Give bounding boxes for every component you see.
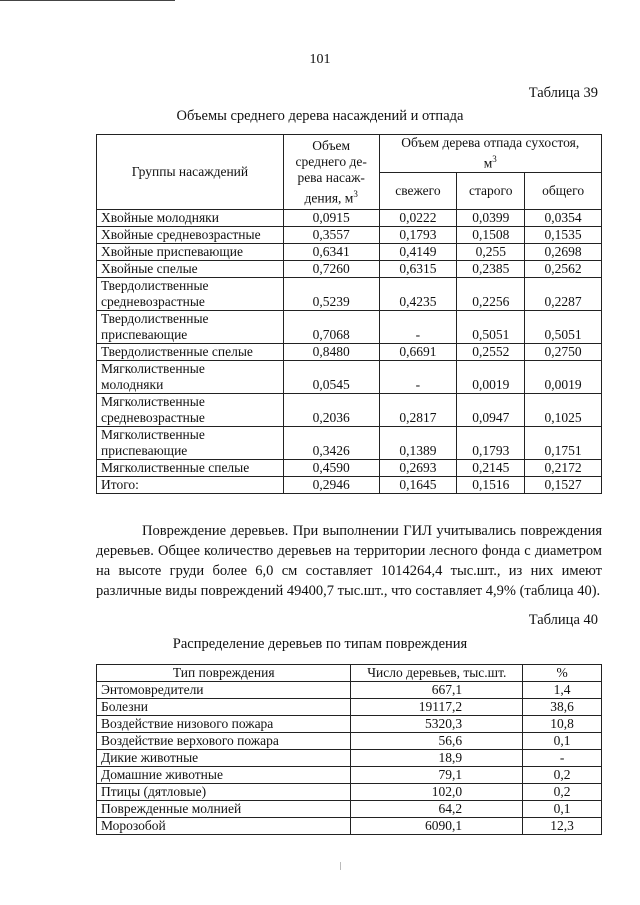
- table-row: Поврежденные молнией 64,2 0,1: [97, 801, 602, 818]
- table-row: Энтомовредители 667,1 1,4: [97, 682, 602, 699]
- table-row: Хвойные приспевающие 0,6341 0,4149 0,255 0,2698: [97, 243, 602, 260]
- table39-label: Таблица 39: [528, 85, 598, 101]
- table39-header-total: общего: [525, 172, 602, 209]
- page-number: 101: [309, 52, 331, 67]
- table39: [96, 134, 602, 494]
- table-row: Хвойные молодняки 0,0915 0,0222 0,0399 0,0354: [97, 209, 602, 226]
- table39-header-deadwood: Объем дерева отпада сухостоя, $м^3$: [379, 135, 601, 173]
- table40: [96, 664, 602, 835]
- table40-header-type: Тип повреждения: [97, 665, 351, 682]
- table-row: Твердолиственные приспевающие 0,7068 - 0,5051 0,5051: [97, 310, 602, 343]
- table-row-total: Итого: 0,2946 0,1645 0,1516 0,1527: [97, 476, 602, 493]
- table-row: Домашние животные 79,1 0,2: [97, 767, 602, 784]
- table-row: Морозобой 6090,1 12,3: [97, 818, 602, 835]
- table40-header-percent: %: [523, 665, 602, 682]
- damage-paragraph: Повреждение деревьев. При выполнении ГИЛ учитывались повреждения деревьев. Общее количество деревьев на территории лесного фонда с диаметром на высоте груди более 6,0 см составляет 1014264,4 тыс.шт., из них имеют различные виды повреждений 49400,7 тыс.шт., что составляет 4,9% (таблица 40).: [96, 523, 602, 599]
- table-row: Птицы (дятловые) 102,0 0,2: [97, 784, 602, 801]
- table-row: Дикие животные 18,9 -: [97, 750, 602, 767]
- table39-header-old: старого: [457, 172, 525, 209]
- table40-label: Таблица 40: [528, 612, 598, 628]
- table39-header-groups: Группы насаждений: [97, 135, 284, 210]
- table-row: Твердолиственные средневозрастные 0,5239 0,4235 0,2256 0,2287: [97, 277, 602, 310]
- table-row: Мягколиственные спелые 0,4590 0,2693 0,2145 0,2172: [97, 459, 602, 476]
- table39-title: Объемы среднего дерева насаждений и отпада: [176, 108, 464, 124]
- table-row: Мягколиственные средневозрастные 0,2036 0,2817 0,0947 0,1025: [97, 393, 602, 426]
- table-row: Воздействие низового пожара 5320,3 10,8: [97, 716, 602, 733]
- table40-header-count: Число деревьев, тыс.шт.: [351, 665, 523, 682]
- table40-title: Распределение деревьев по типам повреждения: [172, 636, 468, 652]
- table-row: Хвойные средневозрастные 0,3557 0,1793 0,1508 0,1535: [97, 226, 602, 243]
- table39-header-avg-volume: Объем среднего де- рева насаж- дения, $м^3$: [283, 135, 379, 210]
- header-rule: [0, 0, 175, 1]
- scan-mark: [340, 862, 341, 870]
- table-row: Мягколиственные молодняки 0,0545 - 0,0019 0,0019: [97, 360, 602, 393]
- table-row: Твердолиственные спелые 0,8480 0,6691 0,2552 0,2750: [97, 343, 602, 360]
- table39-header-fresh: свежего: [379, 172, 457, 209]
- table-row: Хвойные спелые 0,7260 0,6315 0,2385 0,2562: [97, 260, 602, 277]
- table-row: Мягколиственные приспевающие 0,3426 0,1389 0,1793 0,1751: [97, 426, 602, 459]
- table-row: Болезни 19117,2 38,6: [97, 699, 602, 716]
- table-row: Воздействие верхового пожара 56,6 0,1: [97, 733, 602, 750]
